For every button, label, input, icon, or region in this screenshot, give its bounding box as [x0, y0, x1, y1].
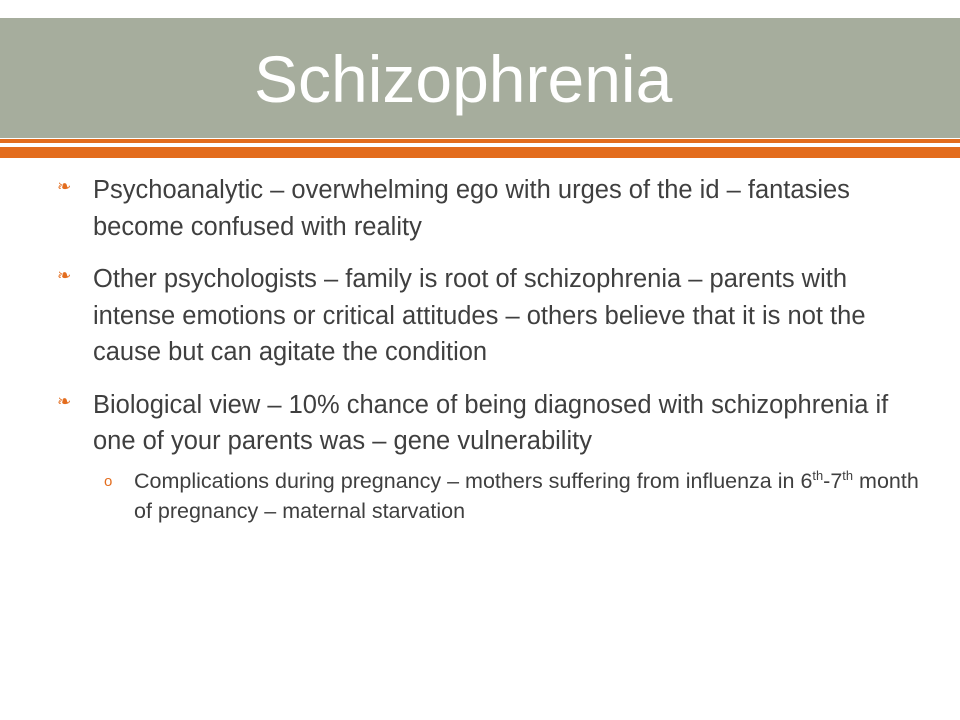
bullet-text: Other psychologists – family is root of schizophrenia – parents with intense emotions or critical attitudes – others believe that it is not the cause but can agitate the condition [93, 265, 866, 366]
bullet-text: Biological view – 10% chance of being diagnosed with schizophrenia if one of your parents was – gene vulnerability [93, 390, 889, 455]
title-bar [0, 18, 960, 138]
bullet-item-other-psychologists [0, 261, 960, 371]
floral-heart-bullet-icon: ❧ [57, 391, 72, 411]
sub-bullet-item-pregnancy [104, 466, 930, 526]
accent-line-thick [0, 147, 960, 158]
sub-bullet-text-start: Complications during pregnancy – mothers suffering from influenza in 6 [134, 468, 813, 493]
circle-bullet-icon: o [104, 472, 113, 490]
floral-heart-bullet-icon: ❧ [57, 177, 72, 196]
bullet-list [0, 172, 960, 542]
superscript-th: th [812, 467, 824, 483]
superscript-th: th [842, 467, 854, 483]
bullet-text: Psychoanalytic – overwhelming ego with urges of the id – fantasies become confused with reality [93, 176, 850, 241]
accent-line-thin [0, 139, 960, 143]
floral-heart-bullet-icon: ❧ [57, 266, 72, 285]
sub-bullet-text-end: month of pregnancy – maternal starvation [134, 468, 919, 523]
slide-title: Schizophrenia [254, 42, 673, 116]
bullet-item-psychoanalytic [0, 172, 960, 245]
sub-bullet-list [93, 466, 919, 526]
bullet-item-biological-view [0, 387, 960, 526]
sub-bullet-dash: -7 [823, 468, 843, 493]
